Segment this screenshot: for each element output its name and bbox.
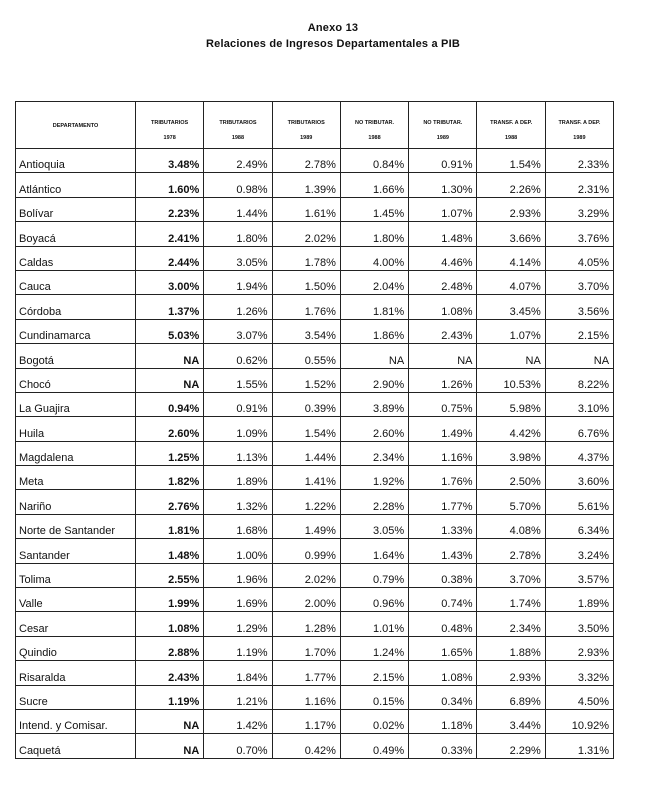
value-cell: NA: [477, 344, 545, 368]
value-cell: 2.31%: [545, 173, 613, 197]
table-row: [16, 563, 614, 587]
value-cell: 1.84%: [204, 661, 272, 685]
annex-subtitle: Relaciones de Ingresos Departamentales a PIB: [206, 38, 460, 50]
value-cell: 3.50%: [545, 612, 613, 636]
table-row: [16, 173, 614, 197]
value-cell: 2.50%: [477, 466, 545, 490]
value-cell: 3.29%: [545, 197, 613, 221]
table-row: [16, 539, 614, 563]
header-column: [477, 102, 545, 149]
value-cell: 3.07%: [204, 319, 272, 343]
value-cell: 0.74%: [409, 588, 477, 612]
table-row: [16, 588, 614, 612]
value-cell: NA: [545, 344, 613, 368]
value-cell: 2.76%: [136, 490, 204, 514]
table-row: [16, 270, 614, 294]
value-cell: 3.00%: [136, 270, 204, 294]
value-cell: 1.52%: [272, 368, 340, 392]
value-cell: 6.76%: [545, 417, 613, 441]
value-cell: 2.04%: [340, 270, 408, 294]
header-label: TRANSF. A DEP.: [490, 120, 533, 126]
value-cell: 8.22%: [545, 368, 613, 392]
value-cell: 1.17%: [272, 709, 340, 733]
value-cell: 1.13%: [204, 441, 272, 465]
value-cell: 3.98%: [477, 441, 545, 465]
value-cell: 3.48%: [136, 149, 204, 173]
value-cell: NA: [136, 368, 204, 392]
value-cell: 1.49%: [409, 417, 477, 441]
value-cell: 1.07%: [409, 197, 477, 221]
value-cell: 1.25%: [136, 441, 204, 465]
value-cell: 4.50%: [545, 685, 613, 709]
value-cell: 1.07%: [477, 319, 545, 343]
value-cell: 2.33%: [545, 149, 613, 173]
value-cell: 1.19%: [204, 636, 272, 660]
value-cell: 2.49%: [204, 149, 272, 173]
department-name: Risaralda: [16, 661, 136, 685]
value-cell: 1.24%: [340, 636, 408, 660]
department-name: Caldas: [16, 246, 136, 270]
value-cell: 1.09%: [204, 417, 272, 441]
value-cell: 1.41%: [272, 466, 340, 490]
department-name: Magdalena: [16, 441, 136, 465]
value-cell: 1.80%: [340, 222, 408, 246]
table-row: [16, 466, 614, 490]
value-cell: 2.78%: [272, 149, 340, 173]
value-cell: 1.39%: [272, 173, 340, 197]
value-cell: 1.69%: [204, 588, 272, 612]
value-cell: 1.68%: [204, 514, 272, 538]
value-cell: 2.90%: [340, 368, 408, 392]
table-row: [16, 490, 614, 514]
value-cell: 5.03%: [136, 319, 204, 343]
header-column: [204, 102, 272, 149]
value-cell: 2.23%: [136, 197, 204, 221]
value-cell: 2.78%: [477, 539, 545, 563]
value-cell: 3.10%: [545, 392, 613, 416]
header-row: [16, 102, 614, 149]
department-name: Intend. y Comisar.: [16, 709, 136, 733]
value-cell: 1.82%: [136, 466, 204, 490]
value-cell: 10.92%: [545, 709, 613, 733]
value-cell: 1.66%: [340, 173, 408, 197]
value-cell: 3.70%: [477, 563, 545, 587]
value-cell: 1.16%: [409, 441, 477, 465]
value-cell: 1.64%: [340, 539, 408, 563]
value-cell: 1.92%: [340, 466, 408, 490]
value-cell: 0.42%: [272, 734, 340, 758]
value-cell: 3.44%: [477, 709, 545, 733]
value-cell: 0.38%: [409, 563, 477, 587]
value-cell: 4.37%: [545, 441, 613, 465]
value-cell: NA: [340, 344, 408, 368]
header-year: 1978: [163, 135, 176, 141]
table-row: [16, 368, 614, 392]
value-cell: 4.46%: [409, 246, 477, 270]
table-row: [16, 612, 614, 636]
department-name: Caquetá: [16, 734, 136, 758]
value-cell: 1.43%: [409, 539, 477, 563]
value-cell: 3.45%: [477, 295, 545, 319]
value-cell: 4.00%: [340, 246, 408, 270]
value-cell: 0.02%: [340, 709, 408, 733]
value-cell: 3.70%: [545, 270, 613, 294]
department-name: Valle: [16, 588, 136, 612]
value-cell: 0.91%: [204, 392, 272, 416]
value-cell: 2.29%: [477, 734, 545, 758]
value-cell: NA: [409, 344, 477, 368]
value-cell: 1.74%: [477, 588, 545, 612]
value-cell: 1.00%: [204, 539, 272, 563]
table-row: [16, 709, 614, 733]
value-cell: 2.00%: [272, 588, 340, 612]
value-cell: 1.22%: [272, 490, 340, 514]
value-cell: 2.48%: [409, 270, 477, 294]
value-cell: 3.56%: [545, 295, 613, 319]
value-cell: 6.89%: [477, 685, 545, 709]
department-name: Córdoba: [16, 295, 136, 319]
table-row: [16, 344, 614, 368]
table-row: [16, 295, 614, 319]
value-cell: 4.42%: [477, 417, 545, 441]
ratios-table: [15, 101, 614, 759]
table-body: [16, 149, 614, 759]
department-name: Bolívar: [16, 197, 136, 221]
department-name: Santander: [16, 539, 136, 563]
value-cell: 6.34%: [545, 514, 613, 538]
value-cell: 4.07%: [477, 270, 545, 294]
value-cell: 1.44%: [272, 441, 340, 465]
value-cell: 1.37%: [136, 295, 204, 319]
value-cell: 0.75%: [409, 392, 477, 416]
annex-title: Anexo 13: [307, 22, 359, 34]
header-column: [545, 102, 613, 149]
header-label: TRIBUTARIOS: [219, 120, 257, 126]
value-cell: 1.81%: [136, 514, 204, 538]
table-row: [16, 441, 614, 465]
value-cell: 1.76%: [409, 466, 477, 490]
value-cell: 1.54%: [272, 417, 340, 441]
value-cell: 2.93%: [477, 197, 545, 221]
value-cell: 1.89%: [545, 588, 613, 612]
table-row: [16, 319, 614, 343]
value-cell: 0.79%: [340, 563, 408, 587]
value-cell: 4.05%: [545, 246, 613, 270]
value-cell: 1.50%: [272, 270, 340, 294]
value-cell: 3.54%: [272, 319, 340, 343]
value-cell: 0.33%: [409, 734, 477, 758]
value-cell: 3.76%: [545, 222, 613, 246]
header-year: 1989: [300, 135, 313, 141]
value-cell: 0.99%: [272, 539, 340, 563]
header-year: 1988: [231, 135, 245, 141]
value-cell: NA: [136, 709, 204, 733]
header-column: [409, 102, 477, 149]
department-name: Antioquia: [16, 149, 136, 173]
value-cell: 4.08%: [477, 514, 545, 538]
value-cell: 1.65%: [409, 636, 477, 660]
value-cell: 3.32%: [545, 661, 613, 685]
value-cell: 1.21%: [204, 685, 272, 709]
value-cell: 3.05%: [340, 514, 408, 538]
value-cell: NA: [136, 344, 204, 368]
table-row: [16, 246, 614, 270]
value-cell: 0.48%: [409, 612, 477, 636]
header-column: [340, 102, 408, 149]
value-cell: 1.60%: [136, 173, 204, 197]
value-cell: 2.34%: [340, 441, 408, 465]
value-cell: 1.96%: [204, 563, 272, 587]
value-cell: 1.45%: [340, 197, 408, 221]
table-row: [16, 417, 614, 441]
value-cell: 5.70%: [477, 490, 545, 514]
value-cell: 0.70%: [204, 734, 272, 758]
header-label: DEPARTAMENTO: [52, 123, 99, 129]
value-cell: 1.94%: [204, 270, 272, 294]
value-cell: 2.26%: [477, 173, 545, 197]
value-cell: 1.30%: [409, 173, 477, 197]
value-cell: 1.29%: [204, 612, 272, 636]
table-row: [16, 392, 614, 416]
header-label: TRANSF. A DEP.: [558, 120, 601, 126]
value-cell: 3.24%: [545, 539, 613, 563]
table-row: [16, 661, 614, 685]
value-cell: 0.94%: [136, 392, 204, 416]
value-cell: 1.31%: [545, 734, 613, 758]
value-cell: 1.26%: [409, 368, 477, 392]
value-cell: 2.02%: [272, 222, 340, 246]
header-label: NO TRIBUTAR.: [423, 120, 463, 126]
value-cell: 1.88%: [477, 636, 545, 660]
value-cell: 1.26%: [204, 295, 272, 319]
value-cell: 1.18%: [409, 709, 477, 733]
value-cell: 1.08%: [136, 612, 204, 636]
value-cell: 3.89%: [340, 392, 408, 416]
header-year: 1988: [505, 135, 518, 141]
value-cell: 3.60%: [545, 466, 613, 490]
value-cell: 2.43%: [136, 661, 204, 685]
value-cell: 1.33%: [409, 514, 477, 538]
department-name: Cauca: [16, 270, 136, 294]
department-name: Tolima: [16, 563, 136, 587]
value-cell: 3.05%: [204, 246, 272, 270]
header-year: 1989: [436, 135, 449, 141]
value-cell: 1.78%: [272, 246, 340, 270]
value-cell: 1.89%: [204, 466, 272, 490]
value-cell: 1.54%: [477, 149, 545, 173]
department-name: La Guajira: [16, 392, 136, 416]
value-cell: 1.77%: [409, 490, 477, 514]
value-cell: 3.66%: [477, 222, 545, 246]
value-cell: 0.39%: [272, 392, 340, 416]
value-cell: 1.48%: [136, 539, 204, 563]
value-cell: 0.91%: [409, 149, 477, 173]
header-departamento: [16, 102, 136, 149]
table-row: [16, 222, 614, 246]
value-cell: 4.14%: [477, 246, 545, 270]
value-cell: 0.96%: [340, 588, 408, 612]
value-cell: 1.86%: [340, 319, 408, 343]
header-label: TRIBUTARIOS: [151, 120, 189, 126]
value-cell: 2.44%: [136, 246, 204, 270]
department-name: Boyacá: [16, 222, 136, 246]
value-cell: 2.43%: [409, 319, 477, 343]
value-cell: 0.55%: [272, 344, 340, 368]
value-cell: 10.53%: [477, 368, 545, 392]
header-year: 1989: [573, 135, 586, 141]
table-row: [16, 514, 614, 538]
value-cell: 1.55%: [204, 368, 272, 392]
value-cell: 1.81%: [340, 295, 408, 319]
department-name: Bogotá: [16, 344, 136, 368]
department-name: Huila: [16, 417, 136, 441]
value-cell: NA: [136, 734, 204, 758]
value-cell: 1.16%: [272, 685, 340, 709]
value-cell: 1.08%: [409, 661, 477, 685]
department-name: Chocó: [16, 368, 136, 392]
department-name: Nariño: [16, 490, 136, 514]
value-cell: 1.70%: [272, 636, 340, 660]
value-cell: 1.77%: [272, 661, 340, 685]
value-cell: 5.61%: [545, 490, 613, 514]
header-year: 1988: [368, 135, 381, 141]
table-row: [16, 636, 614, 660]
department-name: Quindio: [16, 636, 136, 660]
header-column: [136, 102, 204, 149]
value-cell: 1.48%: [409, 222, 477, 246]
value-cell: 0.98%: [204, 173, 272, 197]
department-name: Cundinamarca: [16, 319, 136, 343]
value-cell: 1.01%: [340, 612, 408, 636]
value-cell: 3.57%: [545, 563, 613, 587]
value-cell: 1.61%: [272, 197, 340, 221]
value-cell: 0.49%: [340, 734, 408, 758]
value-cell: 2.93%: [545, 636, 613, 660]
department-name: Cesar: [16, 612, 136, 636]
value-cell: 2.88%: [136, 636, 204, 660]
value-cell: 2.34%: [477, 612, 545, 636]
table-header: [16, 102, 614, 149]
value-cell: 2.55%: [136, 563, 204, 587]
value-cell: 2.28%: [340, 490, 408, 514]
value-cell: 2.93%: [477, 661, 545, 685]
value-cell: 1.44%: [204, 197, 272, 221]
value-cell: 1.49%: [272, 514, 340, 538]
department-name: Atlántico: [16, 173, 136, 197]
value-cell: 1.32%: [204, 490, 272, 514]
value-cell: 1.76%: [272, 295, 340, 319]
value-cell: 0.15%: [340, 685, 408, 709]
header-label: TRIBUTARIOS: [287, 120, 325, 126]
department-name: Meta: [16, 466, 136, 490]
header-label: NO TRIBUTAR.: [355, 120, 395, 126]
value-cell: 0.62%: [204, 344, 272, 368]
department-name: Sucre: [16, 685, 136, 709]
value-cell: 2.60%: [136, 417, 204, 441]
value-cell: 5.98%: [477, 392, 545, 416]
value-cell: 1.19%: [136, 685, 204, 709]
value-cell: 2.41%: [136, 222, 204, 246]
header-column: [272, 102, 340, 149]
value-cell: 0.34%: [409, 685, 477, 709]
value-cell: 2.02%: [272, 563, 340, 587]
table-row: [16, 149, 614, 173]
value-cell: 0.84%: [340, 149, 408, 173]
value-cell: 2.60%: [340, 417, 408, 441]
value-cell: 1.99%: [136, 588, 204, 612]
table-row: [16, 685, 614, 709]
value-cell: 1.80%: [204, 222, 272, 246]
department-name: Norte de Santander: [16, 514, 136, 538]
value-cell: 1.28%: [272, 612, 340, 636]
value-cell: 1.42%: [204, 709, 272, 733]
value-cell: 2.15%: [545, 319, 613, 343]
table-row: [16, 734, 614, 758]
value-cell: 1.08%: [409, 295, 477, 319]
value-cell: 2.15%: [340, 661, 408, 685]
table-row: [16, 197, 614, 221]
